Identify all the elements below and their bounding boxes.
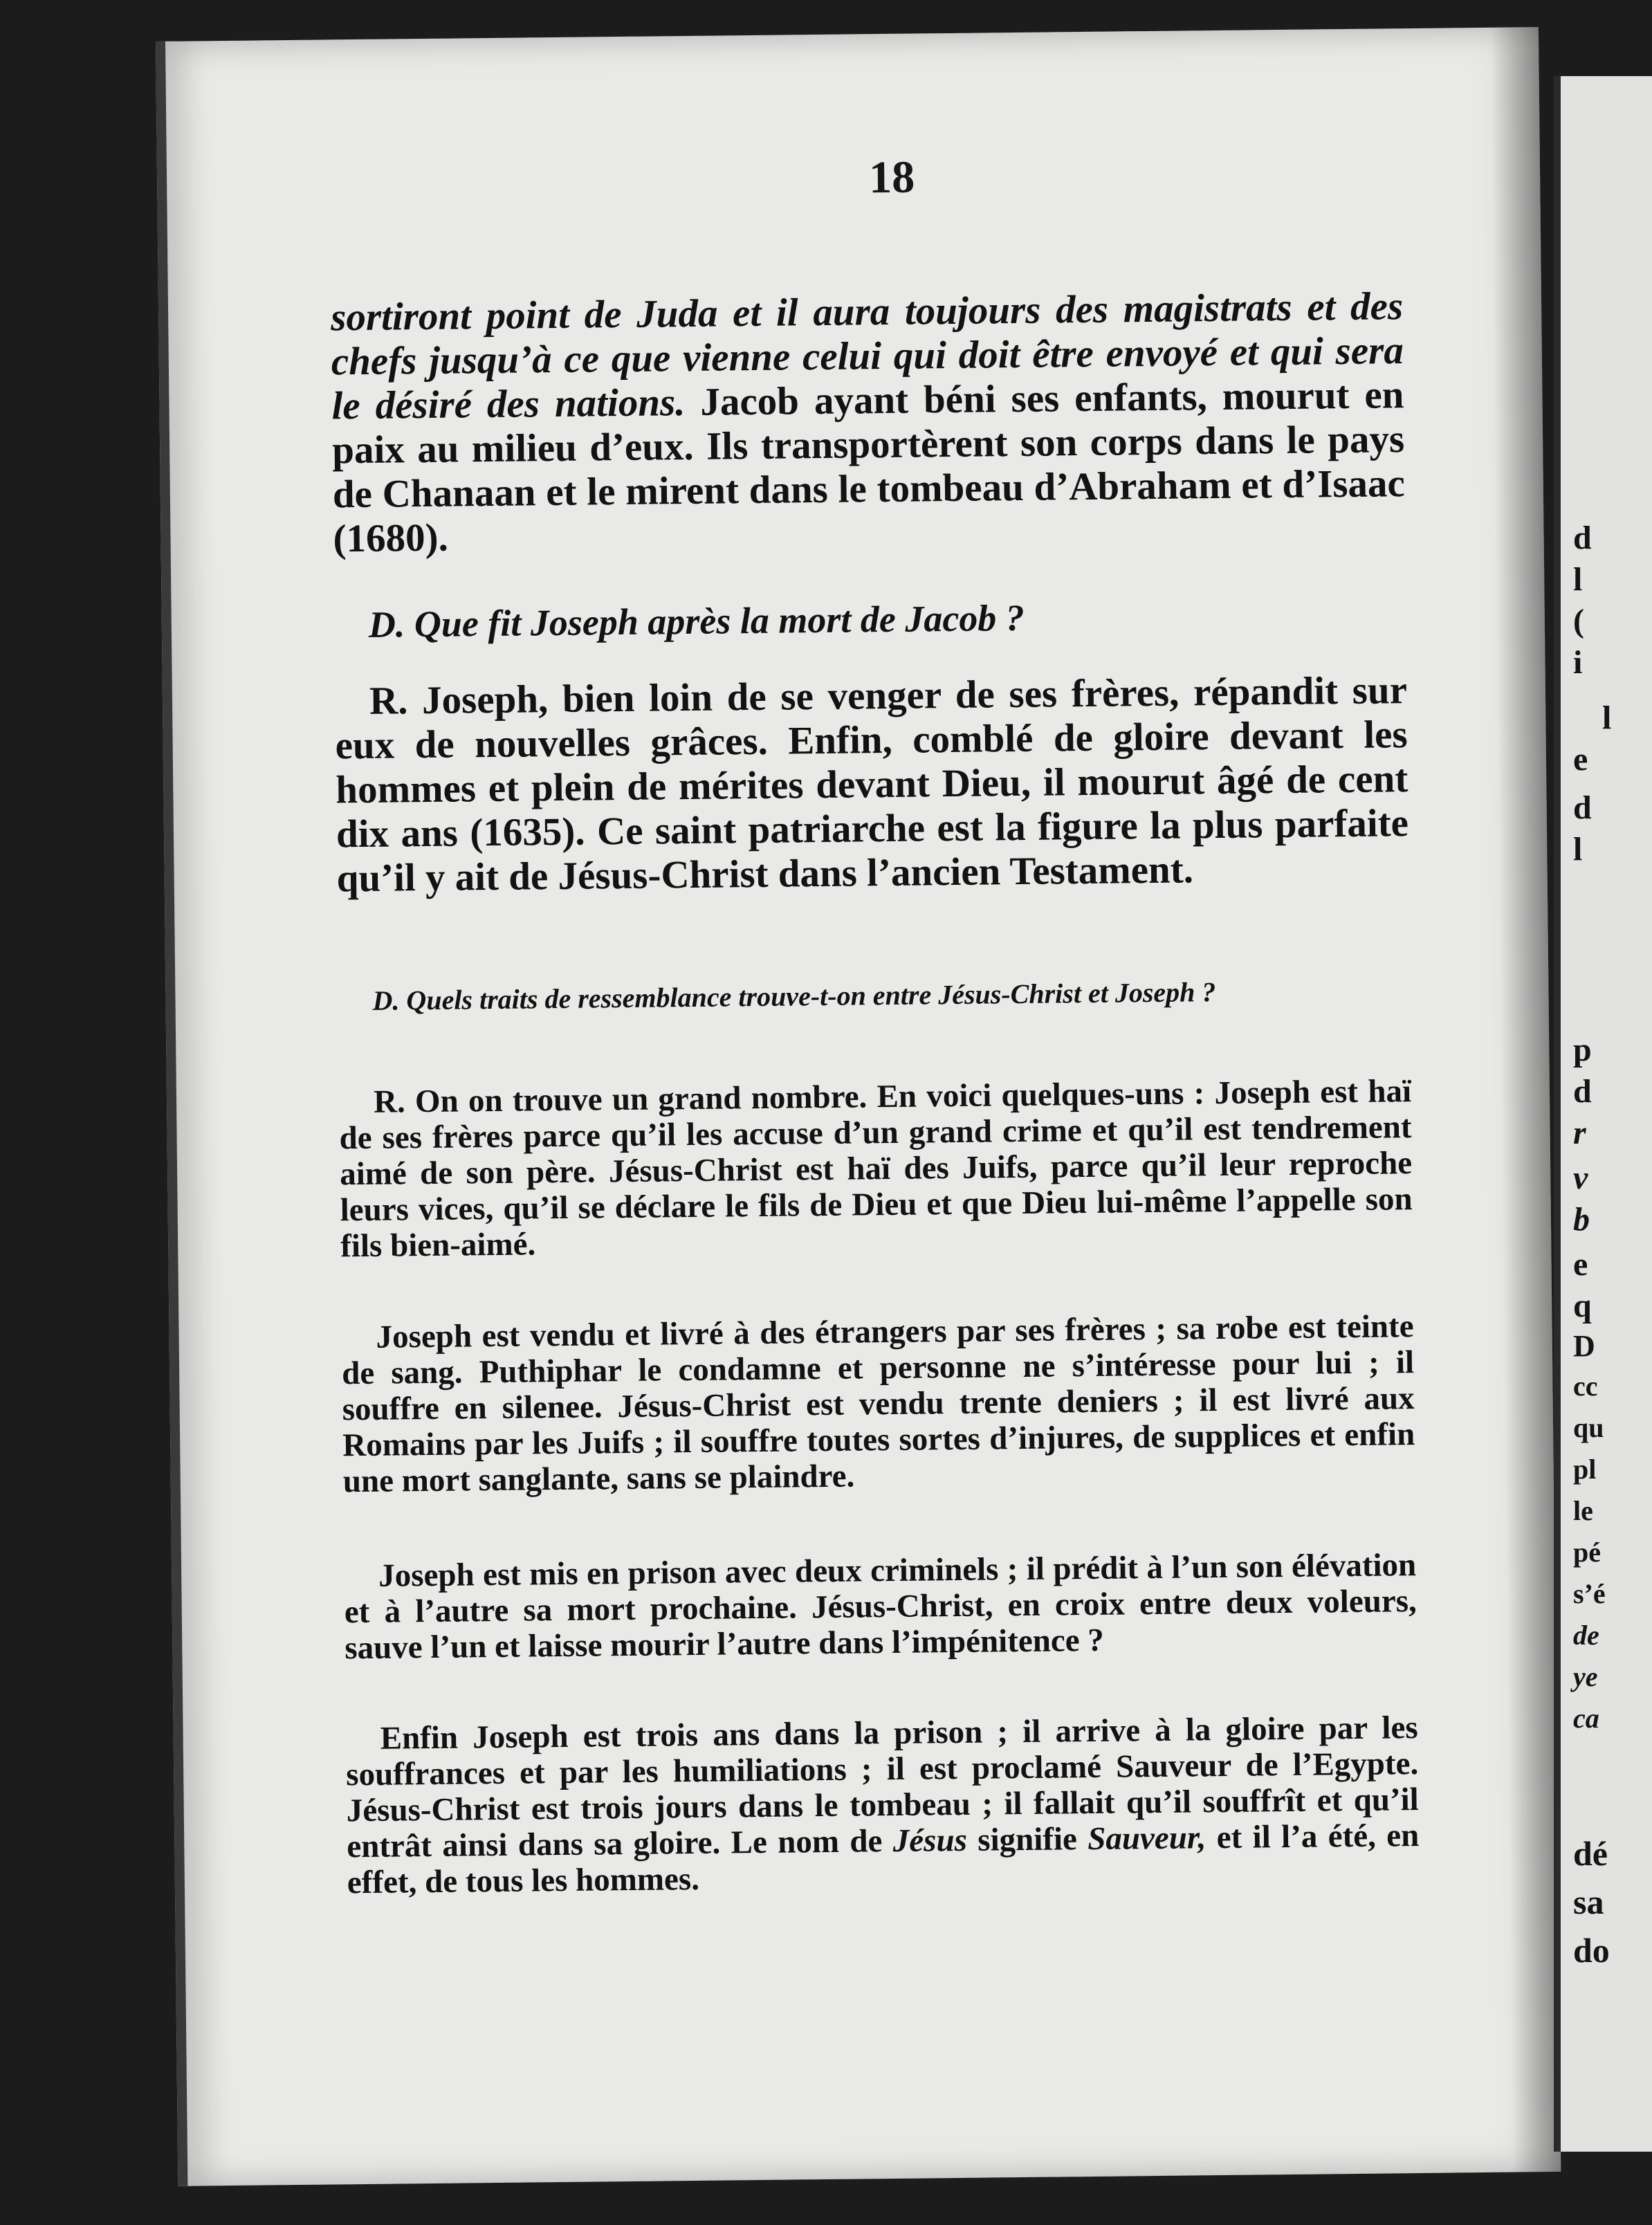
fragment: e (1573, 1246, 1588, 1283)
fragment: q (1573, 1288, 1592, 1324)
fragment: pé (1573, 1537, 1601, 1568)
fragment: b (1573, 1201, 1590, 1238)
fragment: ca (1573, 1703, 1599, 1734)
fragment: qu (1573, 1412, 1604, 1443)
fragment: dé (1573, 1834, 1608, 1873)
fragment: r (1573, 1115, 1586, 1151)
paragraph-5-italic-sauveur: Sauveur, (1087, 1820, 1206, 1858)
adjacent-page-edge (1554, 76, 1652, 2152)
paragraph-1 (331, 284, 1406, 561)
fragment: D (1573, 1329, 1595, 1363)
fragment: v (1573, 1160, 1588, 1196)
paragraph-1-italic-lead: sortiront point de Juda et il aura toujours des magistrats et des chefs jusqu’à ce que vienne celui qui doit être envoyé et qui sera le désiré des nations. (330, 284, 1404, 428)
fragment: cc (1573, 1371, 1598, 1402)
fragment: ye (1573, 1661, 1598, 1692)
fragment: s’é (1573, 1578, 1606, 1609)
paragraph-5-start: Enfin Joseph est trois ans dans la prison ; il arrive à la gloire par les souffrances et par les humiliations ; il est proclamé Sauveur de l’Egypte. Jésus-Christ est trois jours dans le tombeau ; il fallait qu’il souffrît et qu’il entrât ainsi dans sa gloire. Le nom de (345, 1710, 1419, 1865)
fragment: sa (1573, 1883, 1604, 1921)
fragment: pl (1573, 1454, 1597, 1485)
book-page (156, 27, 1561, 2186)
fragment: e (1573, 741, 1588, 778)
answer-2: R. On on trouve un grand nombre. En voici quelques-uns : Joseph est haï de ses frères parce qu’il les accuse d’un grand crime et qu’il est tendrement aimé de son père. Jésus-Christ est haï des Juifs, parce qu’il leur reproche leurs vices, qu’il se déclare le fils de Dieu et que Dieu lui-même l’appelle son fils bien-aimé. (339, 1073, 1413, 1265)
paragraph-3: Joseph est vendu et livré à des étrangers par ses frères ; sa robe est teinte de sang. Puthiphar le condamne et personne ne s’intéresse pour lui ; il souffre en silenee. Jésus-Christ est vendu trente deniers ; il est livré aux Romains par les Juifs ; il souffre toutes sortes d’injures, de supplices et enfin une mort sanglante, sans se plaindre. (341, 1308, 1415, 1500)
answer-1: R. Joseph, bien loin de se venger de ses frères, répandit sur eux de nouvelles grâces. Enfin, comblé de gloire devant les hommes et plein de mérites devant Dieu, il mourut âgé de cent dix ans (1635). Ce saint patriarche est la figure la plus parfaite qu’il y ait de Jésus-Christ dans l’ancien Testament. (335, 668, 1409, 901)
fragment: l (1573, 561, 1583, 598)
question-1: D. Que fit Joseph après la mort de Jacob ? (368, 596, 1025, 645)
paragraph-4: Joseph est mis en prison avec deux criminels ; il prédit à l’un son élévation et à l’autre sa mort prochaine. Jésus-Christ, en croix entre deux voleurs, sauve l’un et laisse mourir l’autre dans l’impénitence ? (344, 1547, 1417, 1667)
fragment: de (1573, 1620, 1599, 1651)
fragment: do (1573, 1931, 1610, 1970)
paragraph-5-end: et il l’a été, en effet, de tous les hommes. (347, 1817, 1420, 1901)
page-number: 18 (868, 152, 915, 203)
fragment: ( (1573, 603, 1584, 639)
fragment: p (1573, 1032, 1592, 1068)
paragraph-5 (345, 1710, 1420, 1901)
fragment: le (1573, 1495, 1593, 1526)
fragment: d (1573, 1073, 1592, 1110)
fragment: l (1602, 699, 1612, 736)
fragment: d (1573, 520, 1592, 556)
paragraph-1-text: Jacob ayant béni ses enfants, mourut en paix au milieu d’eux. Ils transportèrent son corps dans le pays de Chanaan et le mirent dans le tombeau d’Abraham et d’Isaac (1680). (331, 373, 1406, 561)
fragment: l (1573, 831, 1583, 868)
fragment: i (1573, 644, 1583, 681)
question-2: D. Quels traits de ressemblance trouve-t-on entre Jésus-Christ et Joseph ? (372, 976, 1216, 1016)
paragraph-5-mid: signifie (966, 1821, 1088, 1858)
paragraph-5-italic-jesus: Jésus (892, 1822, 968, 1859)
fragment: d (1573, 789, 1592, 826)
